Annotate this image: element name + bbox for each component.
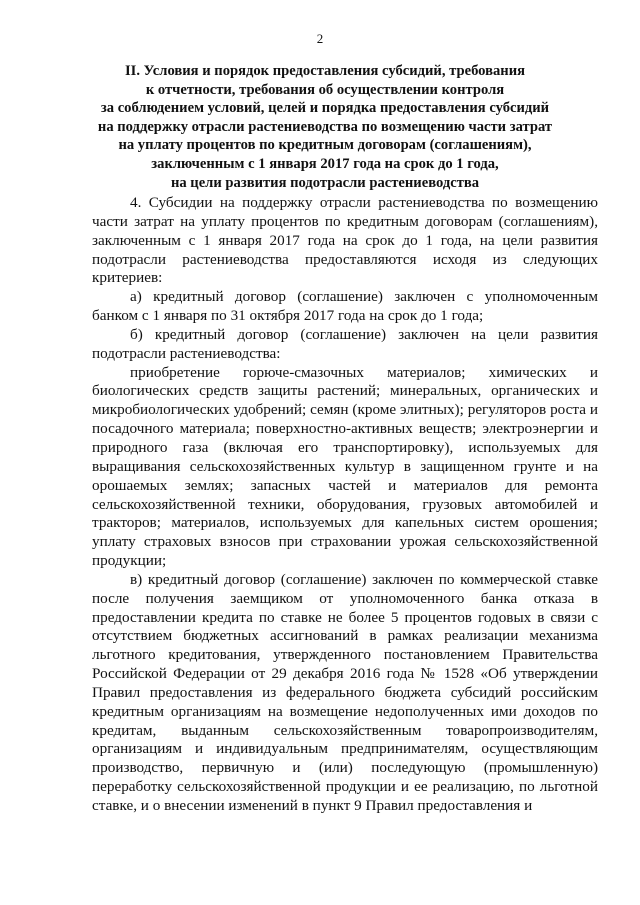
section-title [95,62,555,192]
section-title-line: на цели развития подотрасли растениеводства [170,174,480,191]
page-number: 2 [316,31,324,46]
paragraph-subitem-a: а) кредитный договор (соглашение) заключен с уполномоченным банком с 1 января по 31 октября 2017 года на срок до 1 года; [92,288,598,325]
section-title-line: за соблюдением условий, целей и порядка предоставления субсидий [100,100,550,117]
section-title-line: II. Условия и порядок предоставления субсидий, требования [125,63,525,79]
section-title-line: к отчетности, требования об осуществлении контроля [145,81,505,98]
section-title-line: на поддержку отрасли растениеводства по возмещению части затрат [97,118,553,135]
paragraph-subitem-v: в) кредитный договор (соглашение) заключен по коммерческой ставке после получения заемщиком от уполномоченного банка отказа в предоставлении кредита по ставке не более 5 процентов годовых в связи с отсутствием бюджетных ассигнований в рамках реализации механизма льготного кредитования, утвержденного постановлением Правительства Российской Федерации от 29 декабря 2016 года № 1528 «Об утверждении Правил предоставления из федерального бюджета субсидий российским кредитным организациям на возмещение недополученных ими доходов по кредитам, выданным сельскохозяйственным товаропроизводителям, организациям и индивидуальным предпринимателям, осуществляющим производство, первичную и (или) последующую (промышленную) переработку сельскохозяйственной продукции и ее реализацию, по льготной ставке, и о внесении изменений в пункт 9 Правил предоставления и [92,570,598,814]
paragraph-subitem-b: б) кредитный договор (соглашение) заключен на цели развития подотрасли растениеводства: [92,325,598,362]
paragraph-item-4: 4. Субсидии на поддержку отрасли растениеводства по возмещению части затрат на уплату процентов по кредитным договорам (соглашениям), заключенным с 1 января 2017 года на срок до 1 года, на цели развития подотрасли растениеводства предоставляются исходя из следующих критериев: [92,194,598,287]
section-title-line: на уплату процентов по кредитным договорам (соглашениям), [118,137,532,154]
paragraph-purposes-list: приобретение горюче-смазочных материалов; химических и биологических средств защиты растений; минеральных, органических и микробиологических удобрений; семян (кроме элитных); регуляторов роста и посадочного материала; поверхностно-активных веществ; электроэнергии и природного газа (включая его транспортировку), используемых для выращивания сельскохозяйственных культур в защищенном грунте и на орошаемых землях; запасных частей и материалов для ремонта сельскохозяйственной техники, оборудования, грузовых автомобилей и тракторов; материалов, используемых для капельных систем орошения; уплату страховых взносов при страховании урожая сельскохозяйственной продукции; [92,363,598,570]
document-body [92,194,598,816]
section-title-line: заключенным с 1 января 2017 года на срок до 1 года, [151,155,499,172]
